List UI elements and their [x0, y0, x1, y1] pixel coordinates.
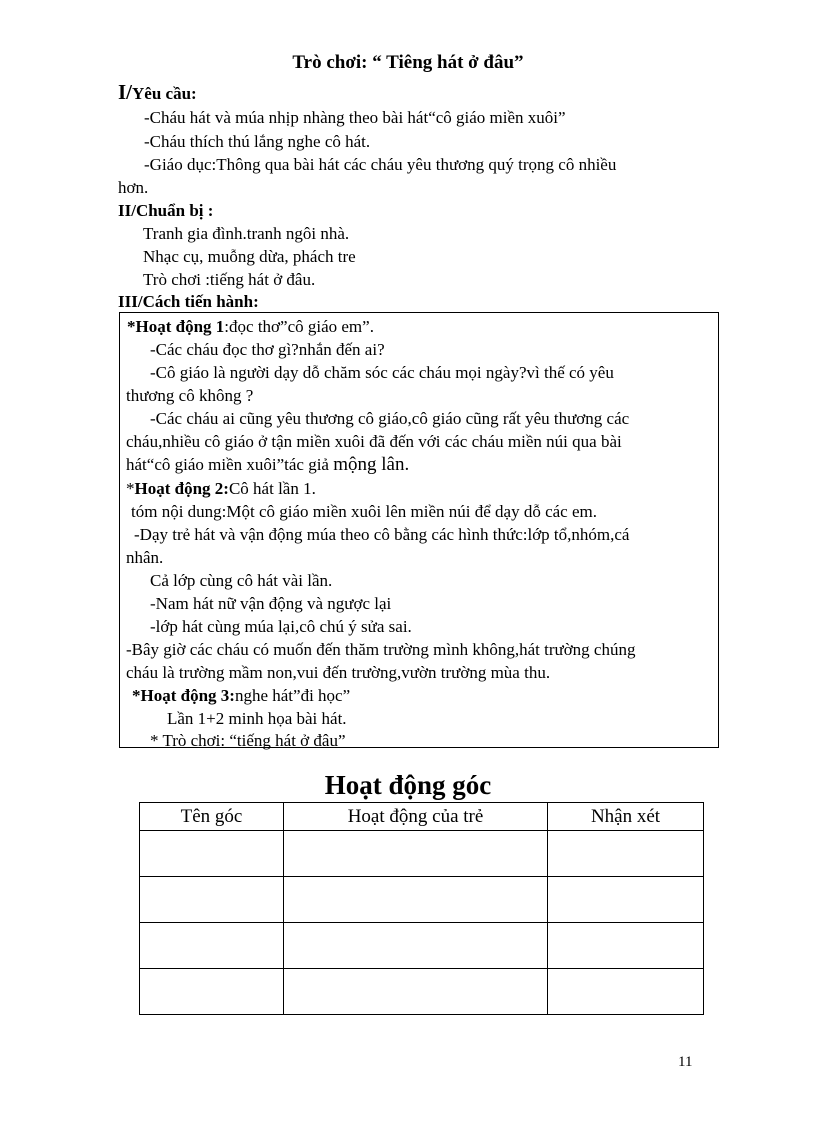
section3-heading: III/Cách tiến hành:: [118, 292, 259, 311]
table-cell: [548, 831, 704, 877]
activity2-text: Cô hát lần 1.: [228, 479, 316, 498]
activity1-last-a: hát“cô giáo miền xuôi”tác giả: [126, 455, 334, 474]
activity2-line: tóm nội dung:Một cô giáo miền xuôi lên miền núi để dạy dỗ các em.: [131, 502, 597, 521]
section2-line: Trò chơi :tiếng hát ở đâu.: [143, 270, 316, 289]
table-row: [140, 923, 704, 969]
activity1-label: *Hoạt động 1: [127, 317, 225, 336]
activity1-line: -Các cháu đọc thơ gì?nhắn đến ai?: [150, 340, 385, 359]
corner-table: [139, 802, 704, 1015]
table-cell: [284, 831, 548, 877]
activity2-line: cháu là trường mầm non,vui đến trường,vườn trường mùa thu.: [126, 663, 551, 682]
activity3-text: nghe hát”đi học”: [234, 686, 351, 705]
column-header-remarks: Nhận xét: [548, 803, 704, 831]
activity1-line: -Cô giáo là người dạy dỗ chăm sóc các cháu mọi ngày?vì thế có yêu: [150, 363, 614, 382]
section1-roman: I/: [118, 80, 133, 104]
activity2-line: -Nam hát nữ vận động và ngược lại: [150, 594, 392, 613]
table-cell: [548, 923, 704, 969]
activity-box: [119, 312, 719, 748]
activity3-line: * Trò chơi: “tiếng hát ở đâu”: [150, 731, 346, 750]
activity3-label: *Hoạt động 3:: [132, 686, 235, 705]
activity1-last-b: mộng lân.: [333, 454, 410, 475]
table-row: [140, 831, 704, 877]
activity2-label: Hoạt động 2:: [134, 479, 229, 498]
activity1-heading: [127, 317, 374, 337]
activity2-line: Cả lớp cùng cô hát vài lần.: [150, 571, 333, 590]
table-cell: [140, 831, 284, 877]
activity2-line: -Dạy trẻ hát và vận động múa theo cô bằng các hình thức:lớp tổ,nhóm,cá: [134, 525, 630, 544]
table-row: [140, 969, 704, 1015]
activity1-text: :đọc thơ”cô giáo em”.: [224, 317, 374, 336]
table-cell: [140, 877, 284, 923]
activity2-prefix: *: [126, 479, 135, 498]
table-row: [140, 877, 704, 923]
section1-line: -Cháu thích thú lắng nghe cô hát.: [144, 132, 371, 151]
activity3-heading: [132, 686, 350, 706]
page-number: 11: [678, 1054, 693, 1070]
table-cell: [548, 969, 704, 1015]
activity1-line: cháu,nhiều cô giáo ở tận miền xuôi đã đến với các cháu miền núi qua bài: [126, 432, 622, 451]
section1-line: -Cháu hát và múa nhịp nhàng theo bài hát“cô giáo miền xuôi”: [144, 108, 566, 127]
table-cell: [284, 877, 548, 923]
activity3-line: Lần 1+2 minh họa bài hát.: [167, 709, 347, 728]
page-title: Trò chơi: “ Tiêng hát ở đâu”: [292, 52, 524, 73]
section1-line: hơn.: [118, 178, 149, 197]
column-header-children-activity: Hoạt động của trẻ: [284, 803, 548, 831]
activity2-line: nhân.: [126, 548, 164, 567]
activity2-line: -Bây giờ các cháu có muốn đến thăm trường mình không,hát trường chúng: [126, 640, 636, 659]
section2-line: Tranh gia đình.tranh ngôi nhà.: [143, 224, 350, 243]
corner-title: Hoạt động góc: [324, 770, 492, 800]
table-cell: [140, 969, 284, 1015]
activity1-line: -Các cháu ai cũng yêu thương cô giáo,cô giáo cũng rất yêu thương các: [150, 409, 630, 428]
section1-heading: [118, 80, 197, 105]
section1-heading-text: Yêu cầu:: [132, 84, 197, 103]
activity2-heading: [126, 479, 316, 499]
section1-line: -Giáo dục:Thông qua bài hát các cháu yêu thương quý trọng cô nhiều: [144, 155, 617, 174]
table-cell: [140, 923, 284, 969]
table-cell: [284, 923, 548, 969]
table-cell: [284, 969, 548, 1015]
activity1-line: thương cô không ?: [126, 386, 254, 405]
table-header-row: [140, 803, 704, 831]
activity1-last-line: [126, 454, 409, 476]
activity2-line: -lớp hát cùng múa lại,cô chú ý sửa sai.: [150, 617, 412, 636]
section2-heading: II/Chuẩn bị :: [118, 201, 214, 220]
table-cell: [548, 877, 704, 923]
column-header-corner-name: Tên góc: [140, 803, 284, 831]
section2-line: Nhạc cụ, muỗng dừa, phách tre: [143, 247, 356, 266]
